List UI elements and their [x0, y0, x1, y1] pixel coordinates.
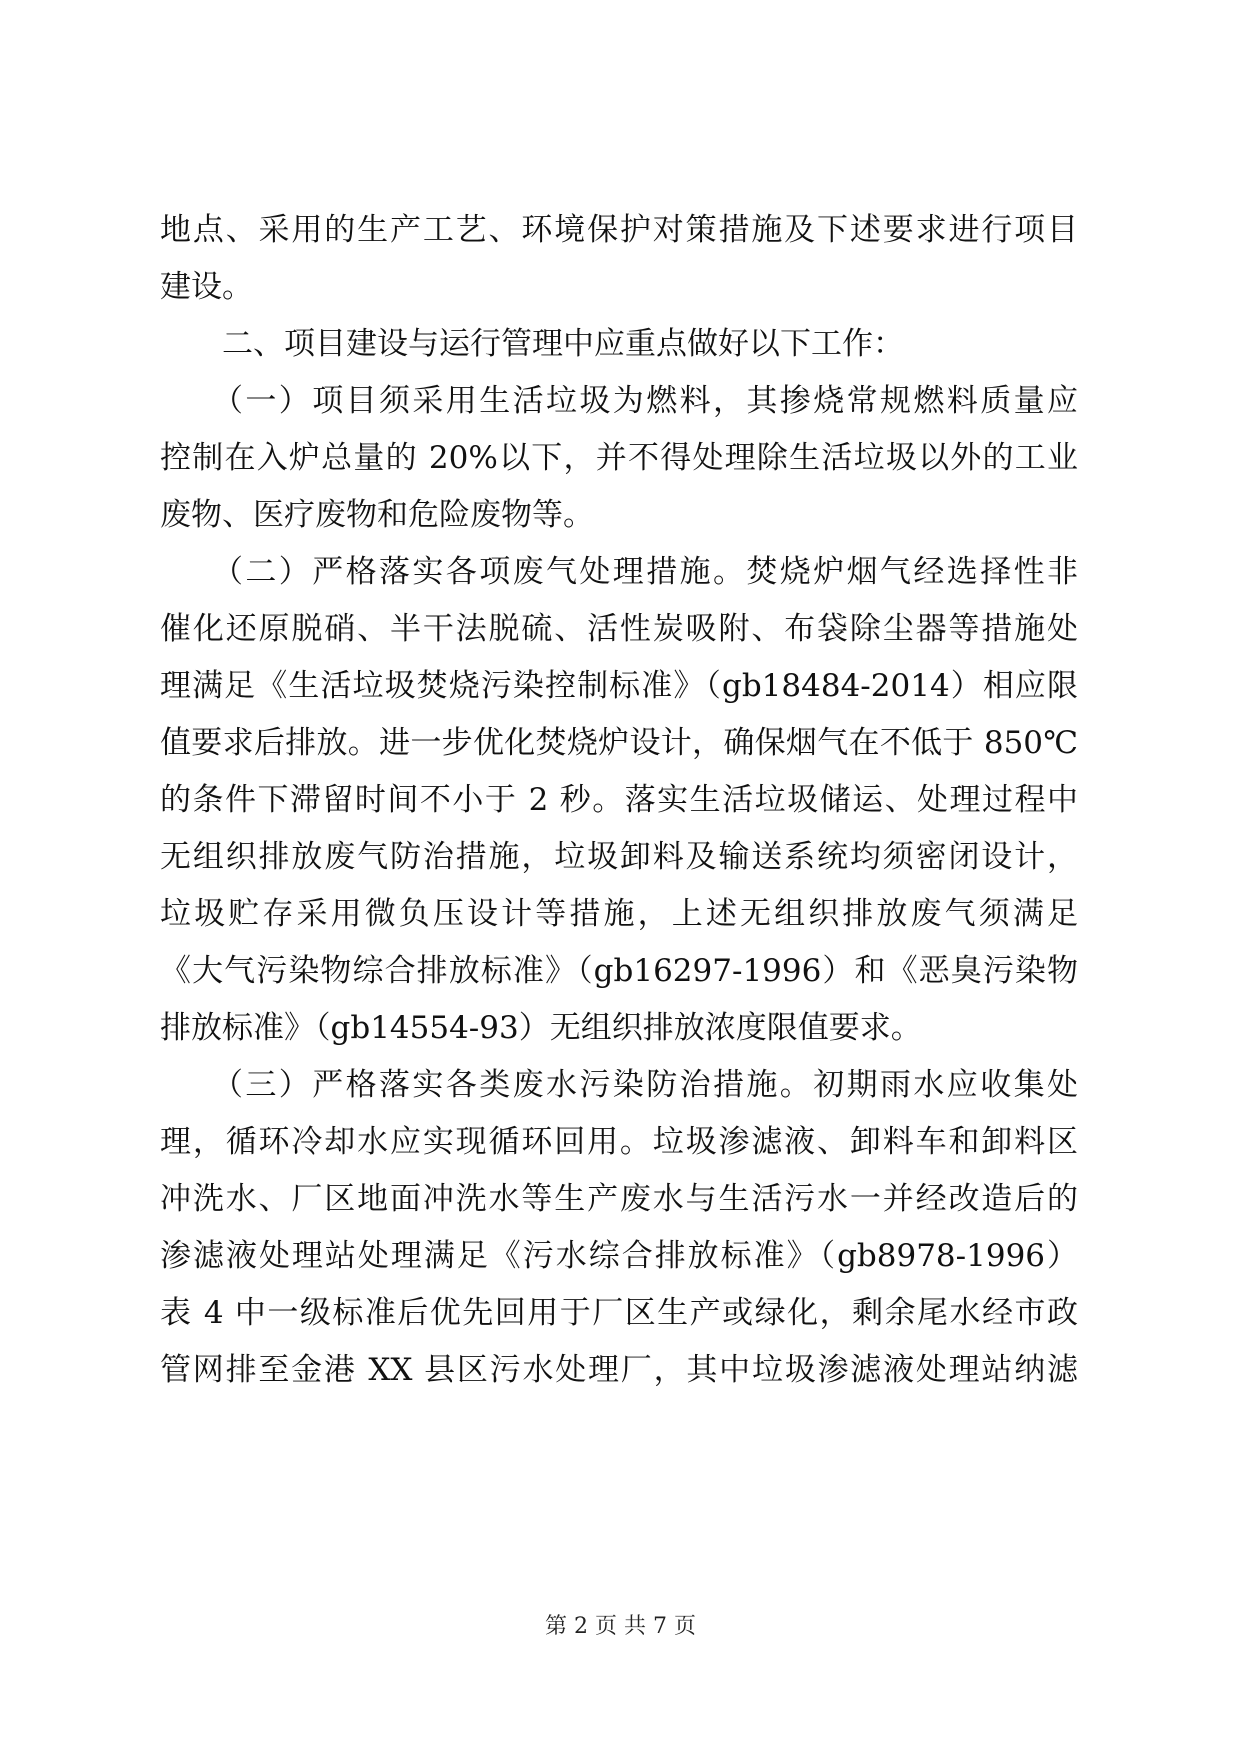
body-line: 垃圾贮存采用微负压设计等措施，上述无组织排放废气须满足 [160, 896, 1078, 932]
page-number-footer: 第 2 页 共 7 页 [545, 1614, 696, 1639]
body-line: 冲洗水、厂区地面冲洗水等生产废水与生活污水一并经改造后的 [160, 1181, 1078, 1217]
body-line: （三）严格落实各类废水污染防治措施。初期雨水应收集处 [212, 1067, 1078, 1103]
body-line: 值要求后排放。进一步优化焚烧炉设计，确保烟气在不低于 850℃ [160, 725, 1078, 761]
body-line: 无组织排放废气防治措施，垃圾卸料及输送系统均须密闭设计， [160, 839, 1078, 875]
body-line: 管网排至金港 XX 县区污水处理厂，其中垃圾渗滤液处理站纳滤 [160, 1352, 1078, 1388]
body-line: 《大气污染物综合排放标准》（gb16297-1996）和《恶臭污染物 [160, 953, 1078, 989]
body-line: 排放标准》（gb14554-93）无组织排放浓度限值要求。 [160, 1010, 922, 1046]
body-line: 表 4 中一级标准后优先回用于厂区生产或绿化，剩余尾水经市政 [160, 1295, 1078, 1331]
section-heading: 二、项目建设与运行管理中应重点做好以下工作： [222, 326, 904, 362]
body-line: 理满足《生活垃圾焚烧污染控制标准》（gb18484-2014）相应限 [160, 668, 1078, 704]
body-line: 建设。 [160, 269, 253, 305]
body-line: 控制在入炉总量的 20%以下，并不得处理除生活垃圾以外的工业 [160, 440, 1078, 476]
body-line: 的条件下滞留时间不小于 2 秒。落实生活垃圾储运、处理过程中 [160, 782, 1078, 818]
body-line: 废物、医疗废物和危险废物等。 [160, 497, 594, 533]
body-line: 催化还原脱硝、半干法脱硫、活性炭吸附、布袋除尘器等措施处 [160, 611, 1078, 647]
body-line: 理，循环冷却水应实现循环回用。垃圾渗滤液、卸料车和卸料区 [160, 1124, 1078, 1160]
body-line: （二）严格落实各项废气处理措施。焚烧炉烟气经选择性非 [212, 554, 1078, 590]
body-line: （一）项目须采用生活垃圾为燃料，其掺烧常规燃料质量应 [212, 383, 1078, 419]
body-line: 地点、采用的生产工艺、环境保护对策措施及下述要求进行项目 [160, 212, 1078, 248]
body-line: 渗滤液处理站处理满足《污水综合排放标准》（gb8978-1996） [160, 1238, 1078, 1274]
